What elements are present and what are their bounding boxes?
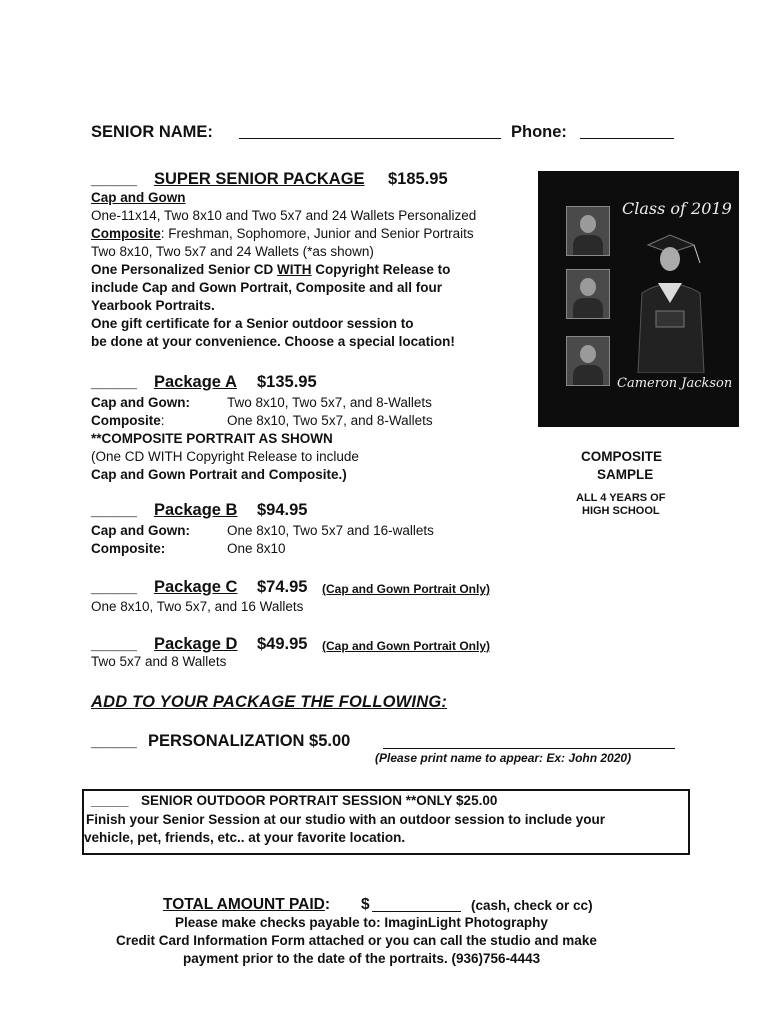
package-d-blank[interactable]: _____ — [91, 635, 137, 653]
package-d-price: $49.95 — [257, 635, 308, 653]
super-senior-line5: include Cap and Gown Portrait, Composite and all four — [91, 280, 443, 295]
package-c-desc: One 8x10, Two 5x7, and 16 Wallets — [91, 599, 304, 614]
package-a-comp-colon: : — [160, 413, 165, 428]
package-a-cap-label: Cap and Gown: — [91, 395, 190, 410]
package-b-comp-value: One 8x10 — [227, 541, 286, 556]
total-line2: Credit Card Information Form attached or you can call the studio and make — [116, 933, 597, 948]
super-senior-line1: One-11x14, Two 8x10 and Two 5x7 and 24 Wallets Personalized — [91, 208, 477, 223]
total-label: TOTAL AMOUNT PAID — [163, 896, 325, 913]
package-a-blank[interactable]: _____ — [91, 373, 137, 391]
junior-portrait — [566, 336, 610, 386]
cd-prefix: One Personalized Senior CD — [91, 262, 278, 277]
package-a-price: $135.95 — [257, 373, 317, 391]
package-a-comp-label-line — [91, 413, 165, 428]
super-senior-composite-line — [91, 226, 474, 241]
package-a-note3: Cap and Gown Portrait and Composite.) — [91, 467, 347, 482]
composite-label: Composite — [91, 226, 161, 241]
package-b-blank[interactable]: _____ — [91, 501, 137, 519]
package-a-note1: **COMPOSITE PORTRAIT AS SHOWN — [91, 431, 333, 446]
package-b-cap-value: One 8x10, Two 5x7 and 16-wallets — [227, 523, 434, 538]
package-a-cap-value: Two 8x10, Two 5x7, and 8-Wallets — [227, 395, 432, 410]
personalization-hint: (Please print name to appear: Ex: John 2020) — [375, 751, 632, 765]
outdoor-title: SENIOR OUTDOOR PORTRAIT SESSION **ONLY $25.00 — [141, 793, 498, 808]
package-d-title: Package D — [154, 635, 238, 653]
composite-sample-image — [538, 171, 739, 427]
graduate-name-text: Cameron Jackson — [617, 376, 733, 391]
total-line — [163, 896, 330, 914]
class-of-text: Class of 2019 — [622, 199, 732, 218]
cd-suffix: Copyright Release to — [311, 262, 451, 277]
total-colon: : — [324, 896, 331, 913]
phone-field[interactable] — [580, 138, 674, 139]
package-c-price: $74.95 — [257, 578, 308, 596]
sample-caption3: ALL 4 YEARS OF — [576, 492, 666, 504]
cd-with: WITH — [277, 262, 312, 277]
total-line3: payment prior to the date of the portraits. (936)756-4443 — [183, 951, 541, 966]
super-senior-blank[interactable]: _____ — [91, 170, 137, 188]
super-senior-title: SUPER SENIOR PACKAGE — [154, 170, 365, 188]
super-senior-line6: Yearbook Portraits. — [91, 298, 215, 313]
phone-label: Phone: — [511, 123, 567, 141]
sample-caption2: SAMPLE — [597, 467, 654, 482]
package-a-note2: (One CD WITH Copyright Release to include — [91, 449, 359, 464]
package-a-comp-label: Composite — [91, 413, 161, 428]
package-b-title: Package B — [154, 501, 238, 519]
super-senior-subtitle: Cap and Gown — [91, 190, 186, 205]
super-senior-cd-line — [91, 262, 450, 277]
outdoor-blank[interactable]: _____ — [91, 793, 129, 808]
package-b-cap-label: Cap and Gown: — [91, 523, 190, 538]
package-c-note: (Cap and Gown Portrait Only) — [322, 582, 491, 596]
total-line1: Please make checks payable to: ImaginLight Photography — [175, 915, 548, 930]
sample-caption4: HIGH SCHOOL — [582, 505, 660, 517]
outdoor-line2: vehicle, pet, friends, etc.. at your favorite location. — [84, 830, 406, 845]
outdoor-line1: Finish your Senior Session at our studio with an outdoor session to include your — [86, 812, 606, 827]
graduate-portrait — [608, 223, 728, 373]
package-a-comp-value: One 8x10, Two 5x7, and 8-Wallets — [227, 413, 433, 428]
super-senior-price: $185.95 — [388, 170, 448, 188]
composite-text: : Freshman, Sophomore, Junior and Senior Portraits — [160, 226, 474, 241]
sophomore-portrait — [566, 269, 610, 319]
total-methods: (cash, check or cc) — [471, 898, 593, 913]
super-senior-line8: be done at your convenience. Choose a special location! — [91, 334, 455, 349]
package-d-note: (Cap and Gown Portrait Only) — [322, 639, 491, 653]
package-b-comp-label: Composite: — [91, 541, 166, 556]
senior-name-field[interactable] — [239, 138, 501, 139]
package-a-title: Package A — [154, 373, 237, 391]
personalization-name-field[interactable] — [383, 748, 675, 749]
addons-heading: ADD TO YOUR PACKAGE THE FOLLOWING: — [91, 693, 448, 711]
package-b-price: $94.95 — [257, 501, 308, 519]
total-amount-field[interactable] — [372, 911, 461, 912]
senior-name-label: SENIOR NAME: — [91, 123, 213, 141]
sample-caption1: COMPOSITE — [581, 449, 663, 464]
package-c-title: Package C — [154, 578, 238, 596]
personalization-label: PERSONALIZATION $5.00 — [148, 732, 351, 750]
package-c-blank[interactable]: _____ — [91, 578, 137, 596]
total-dollar: $ — [361, 896, 370, 913]
freshman-portrait — [566, 206, 610, 256]
package-d-desc: Two 5x7 and 8 Wallets — [91, 654, 227, 669]
super-senior-line3: Two 8x10, Two 5x7 and 24 Wallets (*as shown) — [91, 244, 374, 259]
personalization-blank[interactable]: _____ — [91, 732, 137, 750]
super-senior-line7: One gift certificate for a Senior outdoor session to — [91, 316, 414, 331]
